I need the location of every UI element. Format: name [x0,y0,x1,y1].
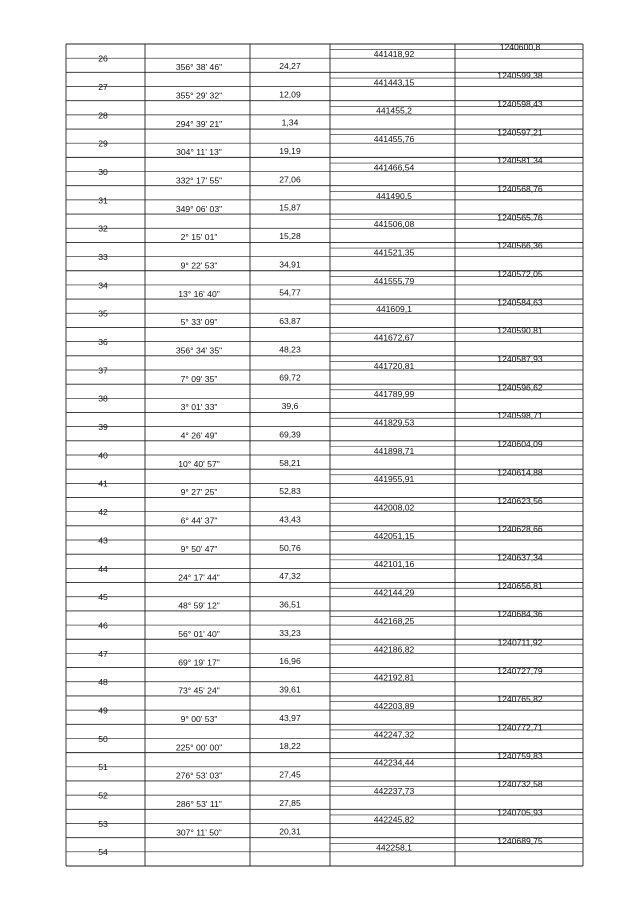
direction-angle: 3° 01' 33" [180,402,218,413]
direction-angle: 225° 00' 00" [175,742,223,753]
coord-y: 1240568,76 [497,183,543,194]
coord-y: 1240628,66 [497,524,543,535]
segment-length: 52,83 [279,486,301,497]
segment-length: 36,51 [279,599,301,610]
coord-x: 441720,81 [373,360,415,371]
point-number: 31 [98,195,108,206]
coord-x: 442237,73 [373,786,415,797]
segment-length: 27,85 [279,797,301,808]
coord-y: 1240765,82 [497,694,543,705]
coord-x: 441955,91 [373,474,415,485]
point-number: 53 [98,818,108,829]
direction-angle: 13° 16' 40" [178,288,220,299]
coord-x: 441455,76 [373,134,415,145]
direction-angle: 276° 53' 03" [175,770,223,781]
direction-angle: 4° 26' 49" [180,430,218,441]
coord-y: 1240590,81 [497,325,543,336]
point-number: 28 [98,110,108,121]
coord-x: 442186,82 [373,644,415,655]
direction-angle: 286° 53' 11" [176,799,222,810]
point-number: 45 [98,592,108,603]
coord-y: 1240623,56 [497,495,543,506]
point-number: 30 [98,166,108,177]
coord-x: 441555,79 [373,275,415,286]
point-number: 40 [98,450,108,461]
coord-x: 441829,53 [373,417,415,428]
direction-angle: 2° 15' 01" [180,232,218,243]
point-number: 27 [98,81,108,92]
segment-length: 39,61 [279,684,301,695]
point-number: 36 [98,337,108,348]
direction-angle: 356° 38' 46" [175,62,223,73]
coord-y: 1240597,21 [497,127,543,138]
point-number: 37 [98,365,108,376]
direction-angle: 9° 22' 53" [180,260,218,271]
segment-length: 1,34 [281,117,299,128]
point-number: 26 [98,53,108,64]
segment-length: 69,39 [279,429,301,440]
coord-x: 441521,35 [373,247,415,258]
direction-angle: 7° 09' 35" [180,373,218,384]
direction-angle: 5° 33' 09" [180,317,218,328]
segment-length: 27,06 [279,174,301,185]
coord-x: 442234,44 [373,757,415,768]
coord-y: 1240705,93 [497,807,543,818]
coord-x: 442258,1 [376,842,412,853]
coord-y: 1240732,58 [497,779,543,790]
point-number: 35 [98,308,108,319]
coord-x: 442203,89 [373,700,415,711]
segment-length: 58,21 [279,457,301,468]
coord-x: 442168,25 [373,615,415,626]
coord-x: 441455,2 [376,105,412,116]
coord-y: 1240598,43 [497,98,543,109]
segment-length: 48,23 [279,344,301,355]
point-number: 44 [98,563,108,574]
coord-y: 1240689,75 [497,835,543,846]
point-number: 34 [98,280,108,291]
coord-y: 1240572,05 [497,268,543,279]
coord-y: 1240759,83 [497,750,543,761]
coord-x: 441609,1 [376,304,412,315]
point-number: 48 [98,677,108,688]
direction-angle: 10° 40' 57" [178,458,220,469]
coord-y: 1240599,38 [497,70,543,81]
segment-length: 24,27 [279,60,301,71]
direction-angle: 304° 11' 13" [176,147,222,158]
point-number: 42 [98,507,108,518]
coord-y: 1240565,76 [497,212,543,223]
coord-x: 442245,82 [373,814,415,825]
direction-angle: 73° 45' 24" [178,685,220,696]
direction-angle: 48° 59' 12" [178,600,220,611]
segment-length: 63,87 [279,316,301,327]
segment-length: 15,87 [279,202,301,213]
point-number: 43 [98,535,108,546]
coord-y: 1240637,34 [497,552,543,563]
point-number: 54 [98,847,108,858]
segment-length: 34,91 [279,259,301,270]
segment-length: 69,72 [279,372,301,383]
direction-angle: 349° 06' 03" [175,203,223,214]
coord-x: 441466,54 [373,162,415,173]
coord-y: 1240727,79 [497,665,543,676]
direction-angle: 307° 11' 50" [176,827,222,838]
point-number: 46 [98,620,108,631]
coord-y: 1240598,71 [497,410,543,421]
segment-length: 54,77 [279,287,301,298]
segment-length: 43,97 [279,712,301,723]
segment-length: 47,32 [279,571,301,582]
segment-length: 27,45 [279,769,301,780]
coord-y: 1240584,63 [497,297,543,308]
point-number: 49 [98,705,108,716]
point-number: 33 [98,251,108,262]
segment-length: 15,28 [279,231,301,242]
coord-x: 441506,08 [373,219,415,230]
coord-y: 1240604,09 [497,439,543,450]
direction-angle: 24° 17' 44" [178,572,220,583]
direction-angle: 294° 39' 21" [175,118,223,129]
segment-length: 50,76 [279,542,301,553]
coord-y: 1240656,81 [497,580,543,591]
coord-x: 442051,15 [373,530,415,541]
coord-y: 1240581,34 [497,155,543,166]
point-number: 29 [98,138,108,149]
coord-x: 442101,16 [373,559,415,570]
coord-x: 441443,15 [373,77,415,88]
segment-length: 33,23 [279,627,301,638]
point-number: 51 [98,762,108,773]
point-number: 52 [98,790,108,801]
coord-y: 1240614,88 [497,467,543,478]
segment-length: 39,6 [281,401,299,412]
coord-y: 1240684,36 [497,609,543,620]
direction-angle: 355° 29' 32" [175,90,223,101]
point-number: 47 [98,648,108,659]
coord-x: 441672,67 [373,332,415,343]
segment-length: 12,09 [279,89,301,100]
segment-length: 20,31 [279,826,301,837]
coord-x: 441418,92 [373,49,415,60]
direction-angle: 69° 19' 17" [178,657,220,668]
coord-y: 1240772,71 [497,722,543,733]
coord-y: 1240711,92 [497,637,543,648]
segment-length: 43,43 [279,514,301,525]
direction-angle: 56° 01' 40" [178,628,220,639]
coord-x: 442247,32 [373,729,415,740]
point-number: 32 [98,223,108,234]
direction-angle: 9° 00' 53" [180,714,218,725]
coord-y: 1240596,62 [497,382,543,393]
point-number: 41 [98,478,108,489]
coord-x: 442008,02 [373,502,415,513]
coord-y: 1240587,93 [497,354,543,365]
coord-y: 1240566,36 [497,240,543,251]
coord-x: 441789,99 [373,389,415,400]
point-number: 38 [98,393,108,404]
coord-x: 441898,71 [373,445,415,456]
direction-angle: 6° 44' 37" [180,515,218,526]
direction-angle: 9° 27' 25" [180,487,218,498]
direction-angle: 9° 50' 47" [180,543,218,554]
point-number: 39 [98,422,108,433]
segment-length: 18,22 [279,741,301,752]
direction-angle: 332° 17' 55" [175,175,223,186]
coord-x: 442144,29 [373,587,415,598]
segment-length: 19,19 [279,145,301,156]
coord-x: 441490,5 [376,190,412,201]
coord-y: 1240600,8 [499,42,541,53]
coord-x: 442192,81 [373,672,415,683]
direction-angle: 356° 34' 35" [175,345,223,356]
segment-length: 16,96 [279,656,301,667]
point-number: 50 [98,733,108,744]
